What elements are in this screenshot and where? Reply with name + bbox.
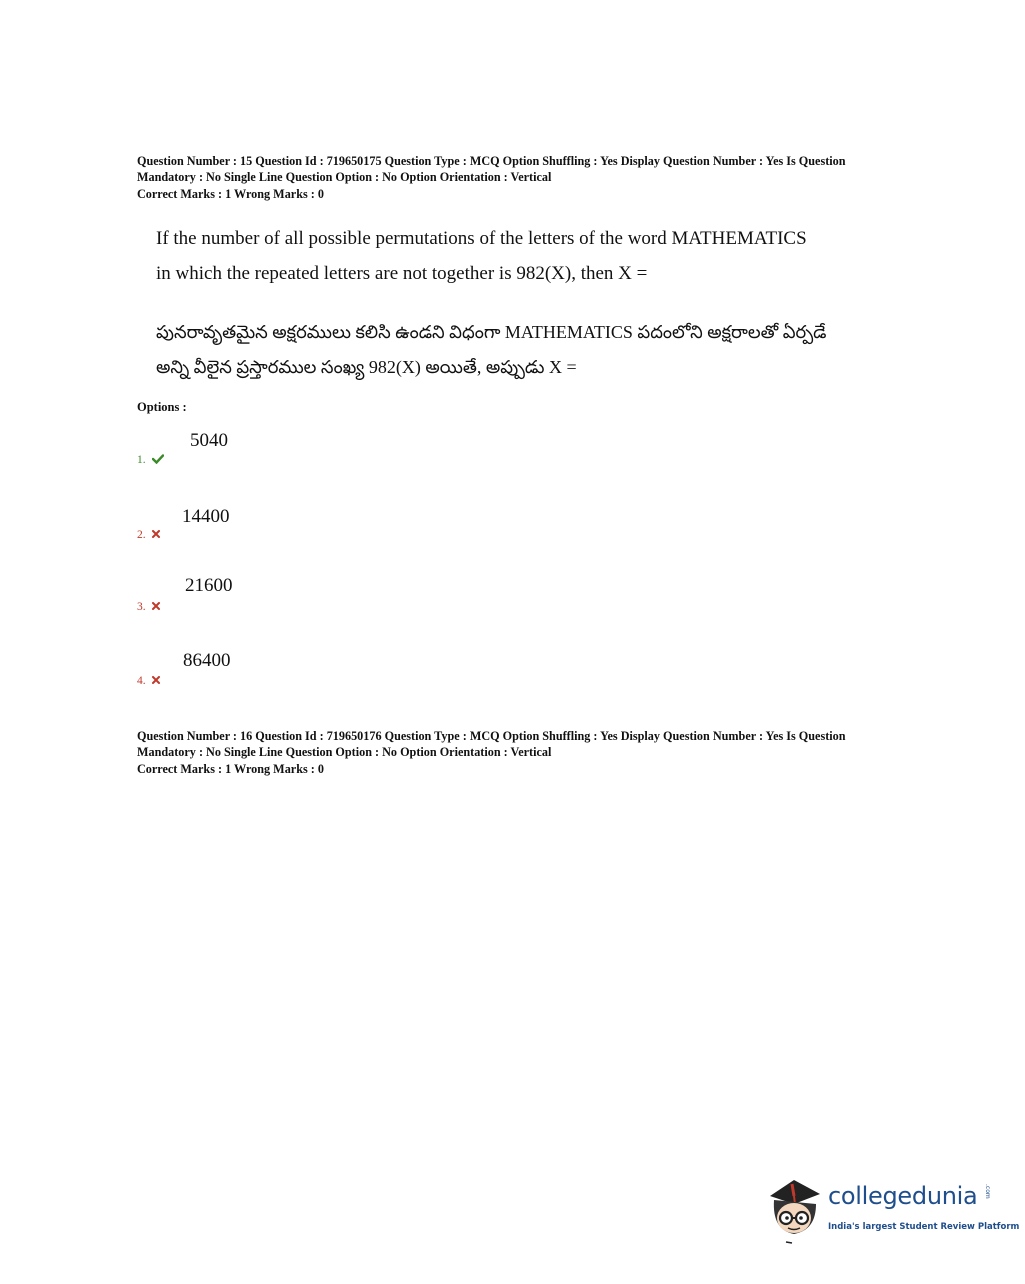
option-3-number (137, 601, 160, 613)
logo-wordmark: collegedunia (828, 1182, 978, 1210)
question-15-text-telugu (156, 315, 896, 385)
option-2-number (137, 529, 160, 541)
option-4-label: 4. (137, 675, 146, 687)
logo-tagline: India's largest Student Review Platform (828, 1222, 1020, 1232)
question-15-meta-line1: Question Number : 15 Question Id : 719650175 Question Type : MCQ Option Shuffling : Yes Display Question Number : Yes Is Question (137, 154, 846, 168)
cross-icon (152, 601, 160, 613)
question-16-meta-line2: Mandatory : No Single Line Question Option : No Option Orientation : Vertical (137, 744, 552, 759)
question-15-meta (137, 154, 907, 203)
question-15-text-te-line2: అన్ని వీలైన ప్రస్తారముల సంఖ్య 982(X) అయితే, అప్పుడు X = (156, 357, 577, 377)
option-2-value: 14400 (182, 506, 230, 527)
option-1-label: 1. (137, 454, 146, 467)
option-4-number (137, 675, 160, 687)
option-2-label: 2. (137, 529, 146, 541)
question-16-meta (137, 729, 907, 778)
option-1-value: 5040 (190, 430, 228, 451)
question-15-marks: Correct Marks : 1 Wrong Marks : 0 (137, 187, 324, 201)
question-15-text-en-line1: If the number of all possible permutations of the letters of the word MATHEMATICS (156, 228, 807, 249)
options-label: Options : (137, 400, 187, 414)
cross-icon (152, 675, 160, 687)
cross-icon (152, 529, 160, 541)
question-15-text-en-line2: in which the repeated letters are not together is 982(X), then X = (156, 263, 648, 284)
option-1-number (137, 454, 164, 467)
option-3-value: 21600 (185, 575, 233, 596)
question-15-text-english (156, 221, 896, 291)
option-3-label: 3. (137, 601, 146, 613)
option-4-value: 86400 (183, 650, 231, 671)
question-16-marks: Correct Marks : 1 Wrong Marks : 0 (137, 762, 324, 776)
question-15-text-te-line1: పునరావృతమైన అక్షరములు కలిసి ఉండని విధంగా MATHEMATICS పదంలోని అక్షరాలతో ఏర్పడే (156, 322, 827, 342)
check-icon (152, 454, 164, 467)
question-16-meta-line1: Question Number : 16 Question Id : 719650176 Question Type : MCQ Option Shuffling : Yes Display Question Number : Yes Is Question (137, 729, 846, 743)
question-15-meta-line2: Mandatory : No Single Line Question Option : No Option Orientation : Vertical (137, 169, 552, 184)
student-mascot-icon (764, 1174, 826, 1246)
logo-com-suffix: .com (984, 1184, 991, 1199)
collegedunia-logo (764, 1174, 1020, 1246)
